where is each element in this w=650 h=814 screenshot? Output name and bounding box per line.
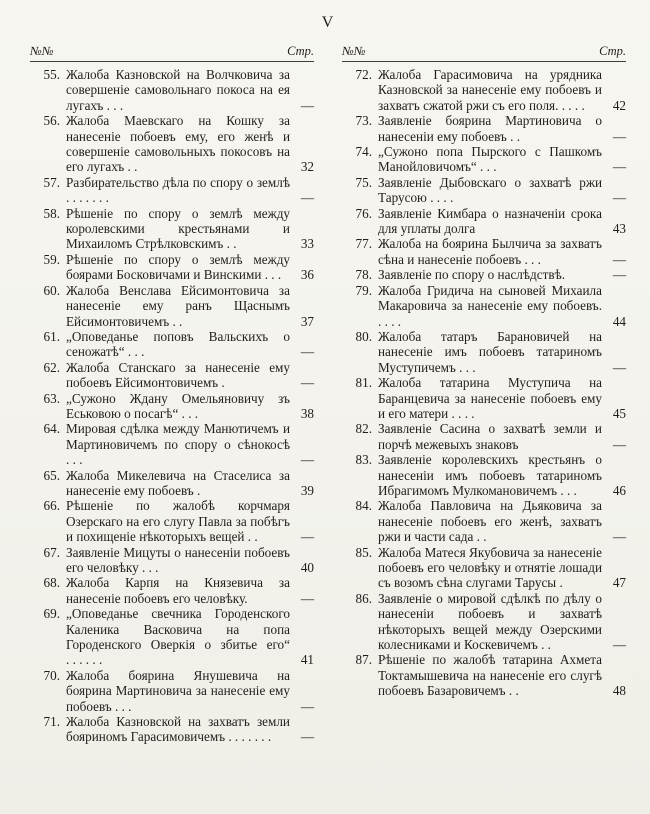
entry-number: 78.: [355, 267, 372, 283]
toc-entry: [342, 329, 626, 375]
entry-page-number: —: [612, 267, 626, 283]
toc-entry: [342, 421, 626, 452]
entry-page-number: —: [612, 529, 626, 545]
toc-entry: [30, 545, 314, 576]
dot-leader: . . .: [261, 267, 282, 283]
entry-title: Жалоба татаръ Барановичей на нанесеніе имъ побоевъ татариномъ Муступичемъ: [378, 328, 602, 375]
entry-text: [378, 267, 602, 282]
dot-leader: . . .: [124, 344, 145, 360]
entry-page-number: —: [300, 452, 314, 468]
entry-title: „Сужоно Ждану Омельяновичу зъ Еськовою о посагѣ“: [66, 390, 290, 421]
entry-number: 79.: [355, 282, 372, 298]
dot-leader: . . . .: [558, 97, 585, 113]
toc-columns: [30, 44, 626, 745]
dot-leader: . . . .: [378, 313, 402, 329]
entry-page-number: —: [612, 359, 626, 375]
toc-entry: [30, 252, 314, 283]
entry-title: Жалоба Павловича на Дьяковича за нанесеніе побоевъ его женѣ, захватъ ржи и части сада: [378, 498, 602, 545]
entry-title: Заявленіе королевскихъ крестьянъ о нанесеніи имъ побоевъ татариномъ Ибрагимомъ Мулкомановичемъ: [378, 452, 602, 498]
entry-title: Жалоба на боярина Былчича за захватъ сѣна и нанесеніе побоевъ: [378, 236, 602, 267]
entry-page-number: 40: [300, 560, 314, 575]
toc-entry: [342, 283, 626, 329]
entry-title: „Сужоно попа Пырского с Пашкомъ Манойловичомъ“: [378, 144, 602, 175]
left-column-entries: [30, 67, 314, 745]
entry-text: [66, 421, 290, 467]
left-header-number-label: №№: [30, 44, 54, 58]
entry-title: Жалоба Микелевича на Стаселиса за нанесеніе ему побоевъ: [66, 467, 290, 498]
entry-number: 86.: [355, 590, 372, 606]
entry-number: 70.: [43, 667, 60, 683]
entry-title: Жалоба Венслава Ейсимонтовича за нанесеніе ему ранъ Щаснымъ Ейсимонтовичемъ: [66, 282, 290, 329]
entry-text: [378, 421, 602, 452]
entry-title: Мировая сдѣлка между Манютичемъ и Мартиновичемъ по спору о сѣнокосѣ: [66, 421, 290, 452]
dot-leader: . .: [505, 683, 519, 699]
toc-entry: [30, 668, 314, 714]
entry-page-number: —: [300, 97, 314, 113]
toc-entry: [30, 360, 314, 391]
entry-page-number: 37: [300, 313, 314, 329]
dot-leader: . . .: [455, 359, 476, 375]
entry-text: [66, 206, 290, 252]
entry-number: 63.: [43, 390, 60, 406]
entry-number: 56.: [43, 113, 60, 129]
entry-text: [378, 329, 602, 375]
entry-number: 83.: [355, 452, 372, 468]
entry-number: 64.: [43, 421, 60, 437]
entry-text: [66, 67, 290, 113]
entry-number: 82.: [355, 421, 372, 437]
entry-title: Жалоба Матеся Якубовича за нанесеніе побоевъ его человѣку и отнятіе лошади съ возомъ сѣна слугами Тарусы: [378, 544, 602, 591]
dot-leader: .: [556, 575, 563, 591]
dot-leader: . . .: [66, 452, 83, 468]
entry-number: 62.: [43, 359, 60, 375]
entry-page-number: —: [612, 159, 626, 175]
dot-leader: . . . . . .: [66, 652, 103, 668]
entry-page-number: —: [612, 251, 626, 267]
entry-text: [378, 206, 602, 237]
dot-leader: . . .: [103, 97, 124, 113]
entry-page-number: 44: [612, 313, 626, 329]
right-column-header: [342, 44, 626, 62]
entry-page-number: 33: [300, 236, 314, 252]
right-column-entries: [342, 67, 626, 699]
entry-title: Жалоба боярина Янушевича на боярина Мартиновича за нанесеніе ему побоевъ: [66, 667, 290, 714]
entry-number: 74.: [355, 144, 372, 160]
entry-text: [66, 714, 290, 745]
right-header-page-label: Стр.: [599, 44, 626, 58]
entry-title: Жалоба Маевскаго на Кошку за нанесеніе побоевъ ему, его женѣ и совершеніе самовольныхъ покосовъ на его лугахъ: [66, 113, 290, 175]
entry-text: [66, 545, 290, 576]
entry-text: [66, 575, 290, 606]
dot-leader: . .: [124, 159, 138, 175]
entry-title: Рѣшеніе по спору о землѣ между боярами Босковичами и Винскими: [66, 251, 290, 283]
entry-title: Заявленіе Дыбовскаго о захватѣ ржи Тарусою: [378, 174, 602, 206]
toc-entry: [342, 175, 626, 206]
entry-text: [378, 113, 602, 144]
entry-title: Жалоба татарина Муступича на Баранцевича за нанесеніе побоевъ ему и его матери: [378, 375, 602, 421]
entry-text: [378, 652, 602, 698]
toc-entry: [342, 236, 626, 267]
toc-entry: [342, 67, 626, 113]
toc-entry: [30, 175, 314, 206]
entry-page-number: 46: [612, 482, 626, 498]
entry-text: [378, 175, 602, 206]
entry-text: [378, 375, 602, 421]
entry-page-number: 39: [300, 482, 314, 498]
toc-entry: [30, 113, 314, 175]
entry-page-number: —: [300, 698, 314, 714]
toc-entry: [342, 498, 626, 544]
entry-number: 84.: [355, 498, 372, 514]
entry-title: Заявленіе о мировой сдѣлкѣ по дѣлу о нанесеніи побоевъ и захватѣ нѣкоторыхъ вещей между Озерскими колесниками и Коскевичемъ: [378, 590, 602, 653]
entry-title: Заявленіе Сасина о захватѣ земли и порчѣ межевыхъ знаковъ: [378, 421, 602, 452]
toc-entry: [30, 283, 314, 329]
dot-leader: . .: [223, 236, 237, 252]
right-header-number-label: №№: [342, 44, 366, 58]
dot-leader: . . .: [111, 698, 132, 714]
entry-text: [378, 452, 602, 498]
entry-number: 65.: [43, 467, 60, 483]
entry-page-number: —: [612, 637, 626, 653]
toc-entry: [30, 329, 314, 360]
toc-right-column: [342, 44, 626, 745]
toc-entry: [342, 267, 626, 282]
entry-number: 59.: [43, 251, 60, 267]
entry-text: [378, 498, 602, 544]
left-column-header: [30, 44, 314, 62]
entry-page-number: 48: [612, 683, 626, 699]
entry-page-number: 43: [612, 221, 626, 237]
toc-entry: [342, 652, 626, 698]
entry-number: 72.: [355, 67, 372, 82]
entry-page-number: —: [300, 190, 314, 206]
entry-text: [66, 283, 290, 329]
entry-page-number: 41: [300, 652, 314, 668]
entry-text: [66, 175, 290, 206]
toc-entry: [30, 714, 314, 745]
entry-text: [66, 391, 290, 422]
entry-number: 80.: [355, 328, 372, 344]
entry-number: 77.: [355, 236, 372, 252]
entry-page-number: —: [612, 128, 626, 144]
entry-text: [66, 252, 290, 283]
toc-entry: [342, 545, 626, 591]
dot-leader: . . .: [521, 251, 541, 267]
entry-number: 76.: [355, 205, 372, 221]
entry-page-number: 42: [612, 97, 626, 113]
entry-title: Разбирательство дѣла по спору о землѣ: [66, 174, 290, 190]
entry-page-number: —: [300, 729, 314, 745]
entry-text: [66, 668, 290, 714]
toc-entry: [342, 375, 626, 421]
toc-entry: [342, 144, 626, 175]
entry-title: „Оповеданье свечника Городенского Каленика Васковича на попа Городенского Оверкія о збитье его“: [66, 606, 290, 653]
entry-text: [378, 545, 602, 591]
entry-title: Рѣшеніе по жалобѣ корчмаря Озерскаго на его слугу Павла за побѣгъ и похищеніе нѣкоторыхъ вещей: [66, 498, 290, 545]
entry-number: 68.: [43, 575, 60, 591]
entry-number: 87.: [355, 652, 372, 668]
entry-text: [66, 329, 290, 360]
entry-title: Заявленіе Мицуты о нанесеніи побоевъ его человѣку: [66, 544, 290, 575]
entry-title: Жалоба Станскаго за нанесеніе ему побоевъ Ейсимонтовичемъ: [66, 359, 290, 391]
dot-leader: . .: [169, 313, 183, 329]
toc-entry: [30, 468, 314, 499]
entry-text: [66, 113, 290, 175]
entry-number: 85.: [355, 544, 372, 560]
dot-leader: . .: [473, 529, 487, 545]
entry-number: 71.: [43, 714, 60, 730]
dot-leader: .: [218, 375, 225, 391]
dot-leader: .: [193, 482, 201, 498]
toc-entry: [342, 591, 626, 653]
entry-number: 60.: [43, 282, 60, 298]
entry-title: Заявленіе по спору о наслѣдствѣ.: [378, 267, 566, 283]
toc-entry: [342, 206, 626, 237]
dot-leader: . . .: [476, 159, 497, 175]
entry-page-number: —: [612, 436, 626, 452]
dot-leader: . . .: [557, 482, 577, 498]
entry-text: [378, 67, 602, 113]
entry-page-number: —: [612, 190, 626, 206]
entry-number: 75.: [355, 174, 372, 190]
left-header-page-label: Стр.: [287, 44, 314, 58]
entry-page-number: —: [300, 375, 314, 391]
dot-leader: . .: [537, 637, 551, 653]
entry-title: Жалоба Казновской на захватъ земли бояриномъ Гарасимовичемъ: [66, 714, 290, 745]
dot-leader: . . . . . . .: [225, 729, 272, 745]
entry-text: [378, 283, 602, 329]
entry-page-number: —: [300, 590, 314, 606]
toc-entry: [30, 421, 314, 467]
entry-number: 81.: [355, 375, 372, 391]
page-number-roman: V: [321, 14, 335, 31]
toc-entry: [30, 498, 314, 544]
entry-page-number: —: [300, 344, 314, 360]
entry-page-number: —: [300, 529, 314, 545]
dot-leader: . .: [506, 128, 521, 144]
entry-page-number: 38: [300, 405, 314, 421]
entry-text: [378, 591, 602, 653]
entry-text: [66, 360, 290, 391]
dot-leader: . . . .: [426, 190, 454, 206]
dot-leader: . . .: [178, 405, 199, 421]
entry-number: 67.: [43, 544, 60, 560]
entry-title: Рѣшеніе по жалобѣ татарина Ахмета Токтамышевича на нанесеніе его слугѣ побоевъ Базаровичемъ: [378, 652, 602, 699]
entry-title: Рѣшеніе по спору о землѣ между королевскими крестьянами и Михаиломъ Стрѣлковскимъ: [66, 205, 290, 252]
entry-title: Заявленіе боярина Мартиновича о нанесеніи ему побоевъ: [378, 113, 602, 144]
entry-number: 73.: [355, 113, 372, 129]
dot-leader: . . .: [138, 560, 159, 575]
entry-number: 69.: [43, 606, 60, 622]
entry-text: [66, 468, 290, 499]
toc-entry: [30, 391, 314, 422]
entry-title: Жалоба Казновской на Волчковича за совершеніе самовольнаго покоса на ея лугахъ: [66, 67, 290, 113]
entry-title: Жалоба Гридича на сыновей Михаила Макаровича за нанесеніе ему побоевъ.: [378, 282, 602, 314]
toc-left-column: [30, 44, 314, 745]
entry-number: 66.: [43, 498, 60, 514]
entry-title: Жалоба Карпя на Князевича за нанесеніе побоевъ его человѣку.: [66, 575, 290, 606]
entry-number: 58.: [43, 205, 60, 221]
toc-entry: [30, 206, 314, 252]
entry-number: 61.: [43, 328, 60, 344]
toc-entry: [30, 575, 314, 606]
entry-page-number: 36: [300, 267, 314, 283]
dot-leader: . .: [244, 529, 258, 545]
toc-entry: [342, 452, 626, 498]
dot-leader: . . . . . . .: [66, 190, 109, 206]
toc-entry: [342, 113, 626, 144]
entry-page-number: 45: [612, 405, 626, 421]
entry-page-number: 32: [300, 159, 314, 175]
entry-title: Жалоба Гарасимовича на урядника Казновской за нанесеніе ему побоевъ и захватъ сжатой ржи съ его поля.: [378, 67, 602, 113]
entry-text: [378, 144, 602, 175]
entry-text: [66, 606, 290, 668]
entry-number: 57.: [43, 174, 60, 190]
entry-title: „Оповеданье поповъ Вальскихъ о сеножатѣ“: [66, 328, 290, 360]
dot-leader: . . . .: [448, 405, 475, 421]
entry-text: [66, 498, 290, 544]
entry-title: Заявленіе Кимбара о назначеніи срока для уплаты долга: [378, 205, 602, 237]
entry-text: [378, 236, 602, 267]
entry-page-number: 47: [612, 575, 626, 591]
toc-entry: [30, 606, 314, 668]
toc-entry: [30, 67, 314, 113]
entry-number: 55.: [43, 67, 60, 82]
